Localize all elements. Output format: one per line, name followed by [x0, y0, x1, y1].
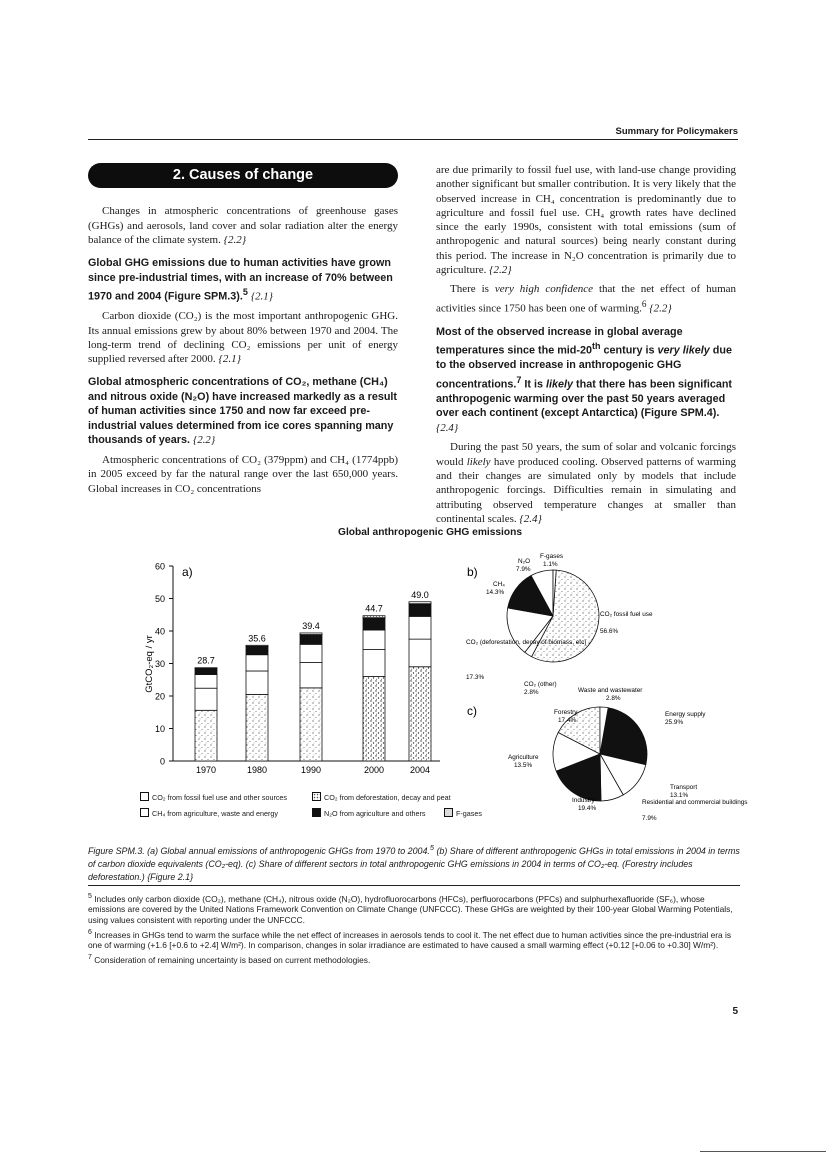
- value-industry: 19.4%: [578, 805, 597, 812]
- x-tick-label: 1980: [246, 765, 268, 775]
- legend-swatch: [140, 792, 149, 801]
- x-tick-label: 1970: [195, 765, 217, 775]
- legend-swatch: [444, 808, 453, 817]
- value-ch4: 14.3%: [486, 589, 505, 596]
- panel-b-label: b): [467, 565, 478, 579]
- bar-segment: [195, 668, 217, 675]
- bar-segment: [246, 671, 268, 694]
- bar-segment: [246, 645, 268, 646]
- figure-title: Global anthropogenic GHG emissions: [338, 527, 522, 538]
- label-energy: Energy supply: [665, 711, 706, 718]
- legend-item-n2o: N₂O from agriculture and others: [312, 808, 425, 818]
- value-co2-deforestation: 17.3%: [466, 674, 485, 681]
- bottom-rule: [700, 1151, 826, 1152]
- bar-segment: [300, 663, 322, 688]
- value-co2-fossil: 56.6%: [600, 628, 619, 635]
- label-agriculture: Agriculture: [508, 754, 539, 761]
- y-tick-label: 40: [154, 626, 165, 637]
- panel-a-label: a): [182, 565, 193, 579]
- value-agriculture: 13.5%: [514, 762, 533, 769]
- value-n2o: 7.9%: [516, 566, 531, 573]
- bar-segment: [195, 675, 217, 689]
- header-rule: [88, 139, 738, 140]
- bar-segment: [409, 604, 431, 617]
- label-forestry: Forestry: [554, 709, 578, 716]
- bar-segment: [409, 616, 431, 639]
- bar-total-label: 39.4: [302, 620, 320, 631]
- bar-segment: [409, 639, 431, 667]
- bar-segment: [363, 618, 385, 630]
- bar-segment: [195, 710, 217, 761]
- key-finding: Global atmospheric concentrations of CO₂, methane (CH₄) and nitrous oxide (N₂O) have increased markedly as a result of human activities since 1750 and now far exceed pre-industrial values determined from ice cores spanning many thousands of years. {2.2}: [88, 376, 398, 447]
- paragraph: Atmospheric concentrations of CO₂ (379ppm) and CH₄ (1774ppb) in 2005 exceed by far the natural range over the last 650,000 years. Global increases in CO₂ concentrations: [88, 453, 398, 495]
- bar-total-label: 35.6: [248, 633, 266, 644]
- y-tick-label: 10: [154, 724, 165, 734]
- x-tick-label: 2000: [363, 765, 385, 775]
- value-waste: 2.8%: [606, 695, 621, 702]
- legend-item-fgases: F-gases: [444, 808, 482, 818]
- bar-segment: [409, 667, 431, 761]
- bar-total-label: 28.7: [197, 655, 215, 666]
- key-finding: Global GHG emissions due to human activities have grown since pre-industrial times, with an increase of 70% between 1970 and 2004 (Figure SPM.3).$^5$ {2.1}: [88, 257, 393, 303]
- footnote-7: $^7$ Consideration of remaining uncertainty is based on current methodologies.: [88, 953, 371, 965]
- legend-item-co2-deforestation: CO₂ from deforestation, decay and peat: [312, 792, 451, 802]
- y-axis-label: GtCO₂-eq / yr: [144, 635, 155, 693]
- paragraph: During the past 50 years, the sum of solar and volcanic forcings would likely have produced cooling. Observed patterns of warming and their changes are simulated only by models that include anthropogenic forcings. Difficulties remain in simulating and attributing observed temperature changes at smaller than continental scales. {2.4}: [436, 441, 736, 525]
- y-tick-label: 60: [154, 561, 165, 572]
- bar-total-label: 49.0: [411, 589, 429, 600]
- value-fgases: 1.1%: [543, 561, 558, 568]
- label-industry: Industry: [572, 797, 595, 804]
- bar-segment: [363, 616, 385, 618]
- label-co2-other: CO₂ (other): [524, 681, 557, 688]
- bar-segment: [300, 635, 322, 645]
- bar-segment: [246, 646, 268, 654]
- label-co2-fossil: CO₂ fossil fuel use: [600, 611, 653, 618]
- x-tick-label: 1990: [300, 765, 322, 775]
- x-tick-label: 2004: [409, 765, 431, 775]
- label-waste: Waste and wastewater: [578, 687, 643, 694]
- y-tick-label: 50: [154, 594, 165, 604]
- y-tick-label: 0: [159, 756, 165, 767]
- paragraph: Changes in atmospheric concentrations of greenhouse gases (GHGs) and aerosols, land cover and solar radiation alter the energy balance of the climate system. {2.2}: [88, 205, 398, 246]
- y-tick-label: 20: [154, 691, 165, 702]
- label-n2o: N₂O: [518, 558, 531, 565]
- label-transport: Transport: [670, 784, 698, 791]
- paragraph: There is very high confidence that the net effect of human activities since 1750 has been one of warming.$^6$ {2.2}: [436, 283, 737, 315]
- bar-segment: [363, 650, 385, 677]
- y-tick-label: 30: [154, 659, 165, 669]
- running-head: Summary for Policymakers: [615, 126, 738, 137]
- bar-segment: [300, 688, 322, 761]
- value-buildings: 7.9%: [642, 815, 657, 822]
- key-finding: Most of the observed increase in global average temperatures since the mid-20th century is very likely due to the observed increase in anthropogenic GHG concentrations.$^7$ It is likely that there has been significant anthropogenic warming over the past 50 years averaged over each continent (except Antarctica) (Figure SPM.4). {2.4}: [436, 325, 733, 434]
- footnote-6: $^6$ Increases in GHGs tend to warm the surface while the net effect of increases in aerosols tends to cool it. The net effect due to human activities since the pre-industrial era is one of warming (+1.6 [+0.6 to +2.4] W/m²). In comparison, changes in solar irradiance are estimated to have caused a small warming effect (+0.12 [+0.06 to +0.30] W/m²).: [88, 928, 732, 950]
- pie-chart-gas-share: [507, 570, 599, 662]
- bar-segment: [246, 694, 268, 761]
- bar-segment: [363, 630, 385, 650]
- bar-segment: [409, 602, 431, 604]
- legend-item-ch4: CH₄ from agriculture, waste and energy: [140, 808, 278, 818]
- figure-caption: Figure SPM.3. (a) Global annual emissions of anthropogenic GHGs from 1970 to 2004.$^5$ (b) Share of different anthropogenic GHGs in total emissions in 2004 in terms of carbon dioxide equivalents (CO₂-eq). (c) Share of different sectors in total anthropogenic GHG emissions in 2004 in terms of CO₂-eq. (Forestry includes deforestation.) {Figure 2.1}: [88, 843, 740, 882]
- label-co2-deforestation: CO₂ (deforestation, decay of biomass, etc): [466, 639, 587, 646]
- label-fgases: F-gases: [540, 553, 564, 560]
- bar-segment: [195, 688, 217, 710]
- bar-segment: [363, 677, 385, 762]
- legend-item-co2-fossil: CO₂ from fossil fuel use and other sources: [140, 792, 287, 802]
- bar-segment: [300, 633, 322, 635]
- right-column: [436, 163, 736, 531]
- legend-swatch: [312, 808, 321, 817]
- value-energy: 25.9%: [665, 719, 684, 726]
- page-number: 5: [732, 1006, 738, 1017]
- section-title: 2. Causes of change: [88, 163, 398, 188]
- value-forestry: 17.4%: [558, 717, 577, 724]
- panel-c-label: c): [467, 704, 477, 718]
- value-transport: 13.1%: [670, 792, 689, 799]
- paragraph: Carbon dioxide (CO₂) is the most important anthropogenic GHG. Its annual emissions grew by about 80% between 1970 and 2004. The long-term trend of declining CO₂ emissions per unit of energy supplied reversed after 2000. {2.1}: [88, 310, 398, 366]
- footnote-5: $^5$ Includes only carbon dioxide (CO₂), methane (CH₄), nitrous oxide (N₂O), hydrofluorocarbons (HFCs), perfluorocarbons (PFCs) and sulphurhexafluoride (SF₆), whose emissions are covered by the United Nations Framework Convention on Climate Change (UNFCCC). These GHGs are weighted by their 100-year Global Warming Potentials, using values consistent with reporting under the UNFCCC.: [88, 893, 733, 925]
- footnotes: [88, 892, 740, 967]
- legend-swatch: [312, 792, 321, 801]
- label-ch4: CH₄: [493, 581, 505, 588]
- bar-total-label: 44.7: [365, 603, 383, 614]
- value-co2-other: 2.8%: [524, 689, 539, 696]
- bar-chart: [144, 562, 440, 776]
- bar-segment: [246, 655, 268, 671]
- paragraph: are due primarily to fossil fuel use, with land-use change providing another significant but smaller contribution. It is very likely that the observed increase in CH₄ concentration is predominantly due to agriculture and fossil fuel use. CH₄ growth rates have declined since the early 1990s, consistent with total emissions (sum of anthropogenic and natural sources) being nearly constant during this period. The increase in N₂O concentration is primarily due to agriculture. {2.2}: [436, 164, 736, 277]
- left-column: [88, 163, 398, 501]
- footnote-rule: [88, 885, 740, 886]
- legend-swatch: [140, 808, 149, 817]
- bar-segment: [300, 644, 322, 662]
- label-buildings: Residential and commercial buildings: [642, 799, 748, 806]
